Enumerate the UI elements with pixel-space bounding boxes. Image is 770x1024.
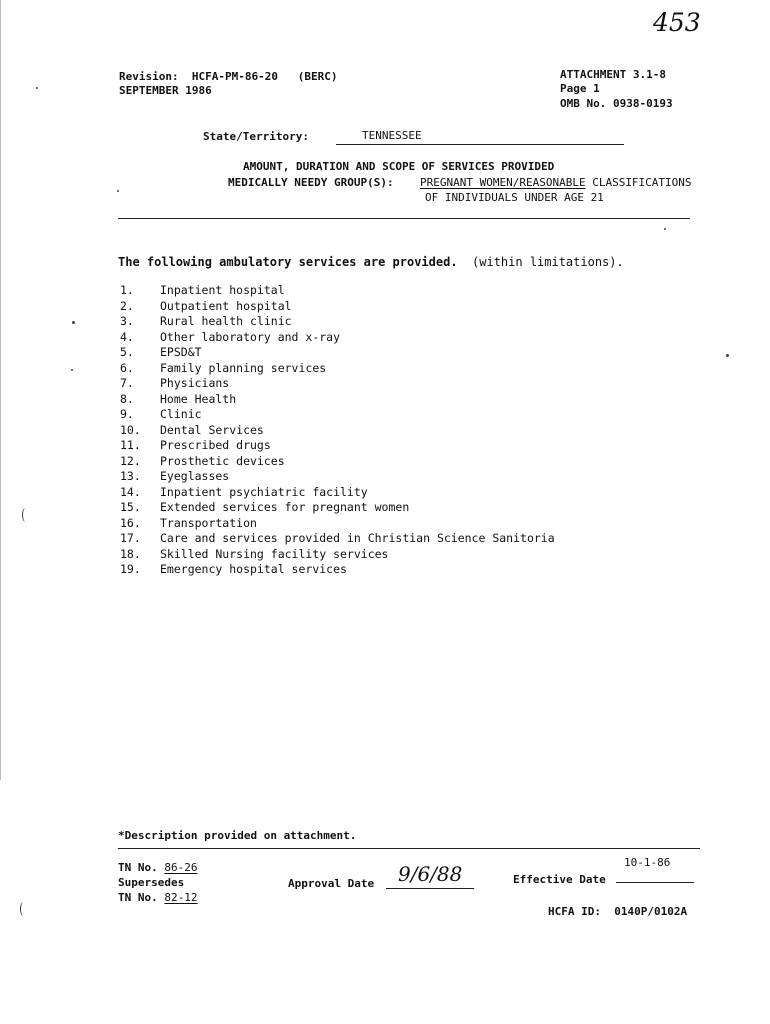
service-number: 10.	[120, 422, 141, 437]
service-label: Skilled Nursing facility services	[160, 546, 389, 561]
service-number: 16.	[120, 515, 141, 530]
scan-mark	[20, 902, 27, 916]
state-underline	[336, 144, 624, 145]
service-label: Eyeglasses	[160, 469, 230, 483]
scan-speck	[117, 190, 119, 192]
scan-mark	[22, 508, 29, 522]
service-item	[120, 469, 555, 485]
hcfa-id	[548, 905, 687, 918]
service-item	[120, 423, 555, 439]
page-number: 453	[653, 8, 701, 37]
scan-speck	[726, 354, 729, 357]
service-label: Prescribed drugs	[160, 438, 271, 452]
intro-bold: The following ambulatory services are provided.	[118, 255, 458, 269]
service-label: Prosthetic devices	[160, 453, 285, 468]
service-label: Family planning services	[160, 360, 327, 375]
service-number: 19.	[120, 562, 141, 576]
service-number: 1.	[120, 283, 134, 297]
service-number: 18.	[120, 546, 141, 561]
intro-text	[118, 255, 624, 269]
service-number: 2.	[120, 298, 134, 313]
page-label: Page 1	[560, 82, 600, 95]
effective-date-label: Effective Date	[513, 873, 606, 886]
service-label: Transportation	[160, 515, 257, 530]
omb-number: OMB No. 0938-0193	[560, 97, 673, 110]
service-label: Inpatient hospital	[160, 283, 285, 297]
service-number: 3.	[120, 314, 134, 328]
service-number: 9.	[120, 407, 134, 421]
title-line: AMOUNT, DURATION AND SCOPE OF SERVICES PROVIDED	[243, 160, 555, 173]
group-label: MEDICALLY NEEDY GROUP(S):	[228, 176, 394, 189]
service-label: Outpatient hospital	[160, 298, 292, 313]
service-number: 15.	[120, 500, 141, 514]
service-number: 7.	[120, 376, 134, 390]
service-item	[120, 407, 555, 423]
service-item	[120, 283, 555, 299]
service-item	[120, 454, 555, 470]
group-value-line2: OF INDIVIDUALS UNDER AGE 21	[425, 191, 604, 204]
service-label: EPSD&T	[160, 345, 202, 359]
footnote: *Description provided on attachment.	[118, 829, 357, 842]
service-item	[120, 531, 555, 547]
hcfa-label: HCFA ID:	[548, 905, 601, 918]
service-item	[120, 516, 555, 532]
service-label: Home Health	[160, 391, 237, 406]
service-item	[120, 392, 555, 408]
approval-date-label: Approval Date	[288, 877, 375, 890]
service-item	[120, 562, 555, 578]
tn2-value: 82-12	[164, 891, 198, 904]
tn2-label: TN No.	[118, 891, 158, 904]
group-value-rest: CLASSIFICATIONS	[585, 176, 692, 189]
left-edge-line	[0, 0, 1, 780]
service-number: 8.	[120, 391, 134, 406]
service-item	[120, 500, 555, 516]
tn-number	[118, 861, 198, 874]
scan-speck	[71, 369, 73, 371]
service-number: 12.	[120, 453, 141, 468]
revision-date: SEPTEMBER 1986	[119, 84, 212, 97]
service-item	[120, 299, 555, 315]
service-item	[120, 330, 555, 346]
attachment-number: ATTACHMENT 3.1-8	[560, 68, 666, 81]
service-number: 4.	[120, 329, 134, 344]
state-label: State/Territory:	[203, 130, 309, 143]
hcfa-value: 0140P/0102A	[614, 905, 688, 918]
state-value: TENNESSEE	[362, 129, 422, 142]
effective-date-underline	[616, 882, 694, 883]
service-label: Extended services for pregnant women	[160, 500, 410, 514]
service-label: Dental Services	[160, 422, 264, 437]
service-label: Care and services provided in Christian Science Sanitoria	[160, 531, 555, 545]
service-item	[120, 314, 555, 330]
title-divider	[118, 218, 690, 219]
service-label: Physicians	[160, 376, 230, 390]
group-value	[420, 176, 692, 189]
approval-date-underline	[386, 888, 474, 889]
service-label: Inpatient psychiatric facility	[160, 484, 368, 499]
tn-label: TN No.	[118, 861, 158, 874]
effective-date-value: 10-1-86	[624, 856, 671, 869]
service-number: 13.	[120, 469, 141, 483]
services-list	[120, 283, 555, 578]
service-number: 6.	[120, 360, 134, 375]
service-item	[120, 361, 555, 377]
approval-date-value: 9/6/88	[398, 862, 463, 886]
service-label: Rural health clinic	[160, 314, 292, 328]
group-value-underlined: PREGNANT WOMEN/REASONABLE	[420, 176, 586, 189]
supersedes-label: Supersedes	[118, 876, 185, 889]
footer-top-line	[118, 848, 700, 849]
service-label: Emergency hospital services	[160, 562, 347, 576]
service-number: 17.	[120, 531, 141, 545]
scan-speck	[36, 87, 38, 89]
service-item	[120, 376, 555, 392]
scan-speck	[72, 321, 75, 324]
service-item	[120, 438, 555, 454]
service-number: 14.	[120, 484, 141, 499]
service-label: Clinic	[160, 407, 202, 421]
service-number: 5.	[120, 345, 134, 359]
intro-limitations: (within limitations).	[472, 255, 624, 269]
service-item	[120, 485, 555, 501]
service-number: 11.	[120, 438, 141, 452]
scan-speck	[664, 228, 666, 230]
service-item	[120, 345, 555, 361]
tn-value: 86-26	[164, 861, 198, 874]
revision-line: Revision: HCFA-PM-86-20 (BERC)	[119, 70, 338, 83]
tn-superseded	[118, 891, 198, 904]
service-label: Other laboratory and x-ray	[160, 329, 341, 344]
service-item	[120, 547, 555, 563]
